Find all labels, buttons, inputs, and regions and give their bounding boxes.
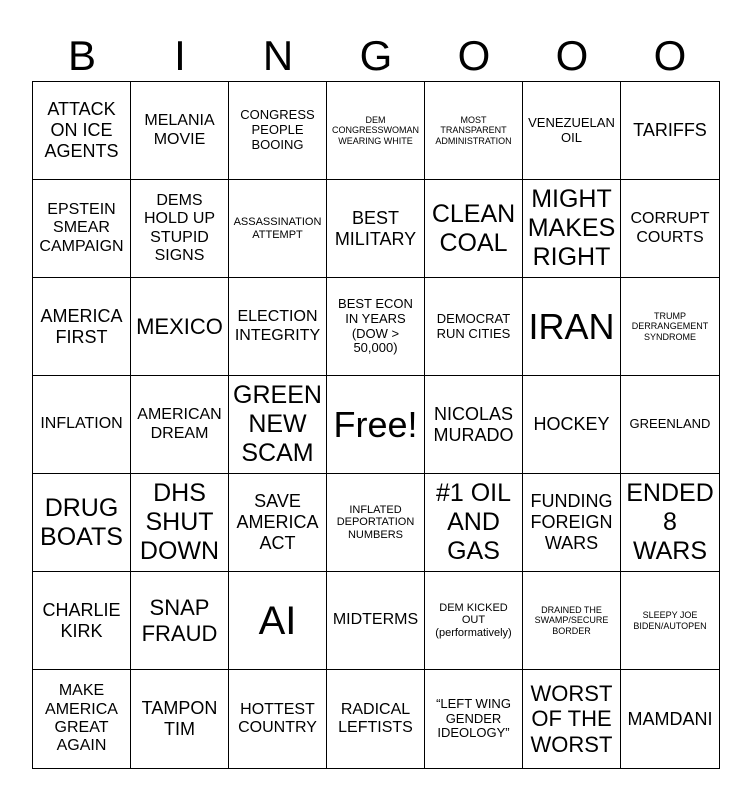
header-letter-n: N [262,32,294,79]
bingo-cell[interactable] [425,278,523,376]
cell-text: ASSASSINATION ATTEMPT [233,215,322,241]
bingo-cell[interactable] [229,82,327,180]
cell-text: CHARLIE KIRK [42,599,121,641]
cell-text: BEST ECON IN YEARS (DOW > 50,000) [338,295,413,356]
bingo-cell[interactable] [131,376,229,474]
header-letter-o-2: O [555,32,589,79]
bingo-cell[interactable] [523,572,621,670]
bingo-cell[interactable] [229,572,327,670]
cell-text: WORST OF THE WORST [530,681,613,757]
cell-text: MEXICO [136,313,223,339]
bingo-cell[interactable] [523,474,621,572]
cell-text: MAMDANI [627,708,713,729]
cell-text: DEM KICKED OUT (performatively) [435,601,512,639]
bingo-cell[interactable] [425,180,523,278]
header-letter-g: G [359,32,393,79]
cell-text: INFLATED DEPORTATION NUMBERS [336,503,415,541]
bingo-cell[interactable] [33,278,131,376]
cell-text: Free! [333,403,418,445]
cell-text: TAMPON TIM [141,698,218,739]
bingo-cell[interactable] [621,572,719,670]
cell-text: CLEAN COAL [431,199,516,257]
cell-text: DEMS HOLD UP STUPID SIGNS [143,191,216,264]
cell-text: TARIFFS [633,120,707,141]
cell-text: SLEEPY JOE BIDEN/AUTOPEN [633,610,707,631]
cell-text: MELANIA MOVIE [144,112,215,148]
bingo-cell[interactable] [131,572,229,670]
bingo-cell[interactable] [425,670,523,768]
bingo-cell[interactable] [229,376,327,474]
cell-text: HOCKEY [533,414,610,435]
header-letter-i: I [174,32,186,79]
cell-text: AMERICAN DREAM [137,406,222,442]
bingo-cell[interactable] [131,670,229,768]
cell-text: “LEFT WING GENDER IDEOLOGY” [436,695,511,741]
bingo-cell[interactable] [229,278,327,376]
cell-text: MOST TRANSPARENT ADMINISTRATION [435,114,512,146]
bingo-cell[interactable] [621,82,719,180]
cell-text: RADICAL LEFTISTS [338,700,413,736]
cell-text: GREENLAND [629,416,711,432]
bingo-cell[interactable] [425,376,523,474]
bingo-cell[interactable] [327,82,425,180]
bingo-cell[interactable] [327,278,425,376]
cell-text: TRUMP DERRANGEMENT SYNDROME [631,310,709,342]
bingo-cell[interactable] [621,180,719,278]
bingo-cell[interactable] [229,670,327,768]
free-space[interactable] [327,376,425,474]
cell-text: #1 OIL AND GAS [435,479,512,565]
cell-text: EPSTEIN SMEAR CAMPAIGN [39,200,124,255]
bingo-cell[interactable] [425,82,523,180]
bingo-board [32,81,720,769]
cell-text: DRAINED THE SWAMP/SECURE BORDER [534,604,609,636]
bingo-cell[interactable] [621,278,719,376]
bingo-cell[interactable] [523,376,621,474]
bingo-cell[interactable] [425,572,523,670]
cell-text: ATTACK ON ICE AGENTS [44,99,119,161]
cell-text: HOTTEST COUNTRY [238,700,317,736]
header-letter-b: B [67,32,96,79]
bingo-cell[interactable] [33,670,131,768]
cell-text: MIDTERMS [332,611,419,629]
cell-text: SAVE AMERICA ACT [236,491,319,553]
cell-text: SNAP FRAUD [141,595,218,646]
cell-text: GREEN NEW SCAM [233,381,322,467]
bingo-cell[interactable] [523,82,621,180]
cell-text: BEST MILITARY [334,207,417,249]
bingo-cell[interactable] [131,180,229,278]
cell-text: ELECTION INTEGRITY [234,308,321,344]
cell-text: ENDED 8 WARS [626,479,714,565]
cell-text: DEMOCRAT RUN CITIES [436,310,511,341]
bingo-cell[interactable] [621,376,719,474]
cell-text: CONGRESS PEOPLE BOOING [240,107,315,152]
bingo-cell[interactable] [523,278,621,376]
cell-text: NICOLAS MURADO [433,403,514,445]
cell-text: DHS SHUT DOWN [139,479,220,565]
bingo-cell[interactable] [229,180,327,278]
bingo-header [33,30,719,82]
header-letter-o-1: O [457,32,491,79]
bingo-cell[interactable] [523,670,621,768]
bingo-cell[interactable] [131,278,229,376]
cell-text: CORRUPT COURTS [630,210,710,246]
bingo-cell[interactable] [523,180,621,278]
bingo-cell[interactable] [425,474,523,572]
cell-text: AMERICA FIRST [40,305,123,347]
bingo-cell[interactable] [327,180,425,278]
cell-text: MAKE AMERICA GREAT AGAIN [45,682,118,755]
bingo-cell[interactable] [229,474,327,572]
bingo-cell[interactable] [33,82,131,180]
bingo-cell[interactable] [131,474,229,572]
bingo-cell[interactable] [33,572,131,670]
bingo-cell[interactable] [327,572,425,670]
cell-text: IRAN [528,305,615,347]
bingo-cell[interactable] [327,670,425,768]
bingo-cell[interactable] [33,376,131,474]
cell-text: AI [258,598,297,643]
cell-text: FUNDING FOREIGN WARS [530,491,613,553]
cell-text: MIGHT MAKES RIGHT [527,185,616,271]
bingo-cell[interactable] [33,180,131,278]
bingo-cell[interactable] [621,670,719,768]
bingo-cell[interactable] [33,474,131,572]
header-letter-o-3: O [653,32,687,79]
bingo-cell[interactable] [327,474,425,572]
cell-text: VENEZUELAN OIL [528,114,615,145]
cell-text: INFLATION [40,415,123,433]
bingo-cell[interactable] [131,82,229,180]
cell-text: DEM CONGRESSWOMAN WEARING WHITE [331,114,419,146]
bingo-cell[interactable] [621,474,719,572]
cell-text: DRUG BOATS [40,493,123,551]
